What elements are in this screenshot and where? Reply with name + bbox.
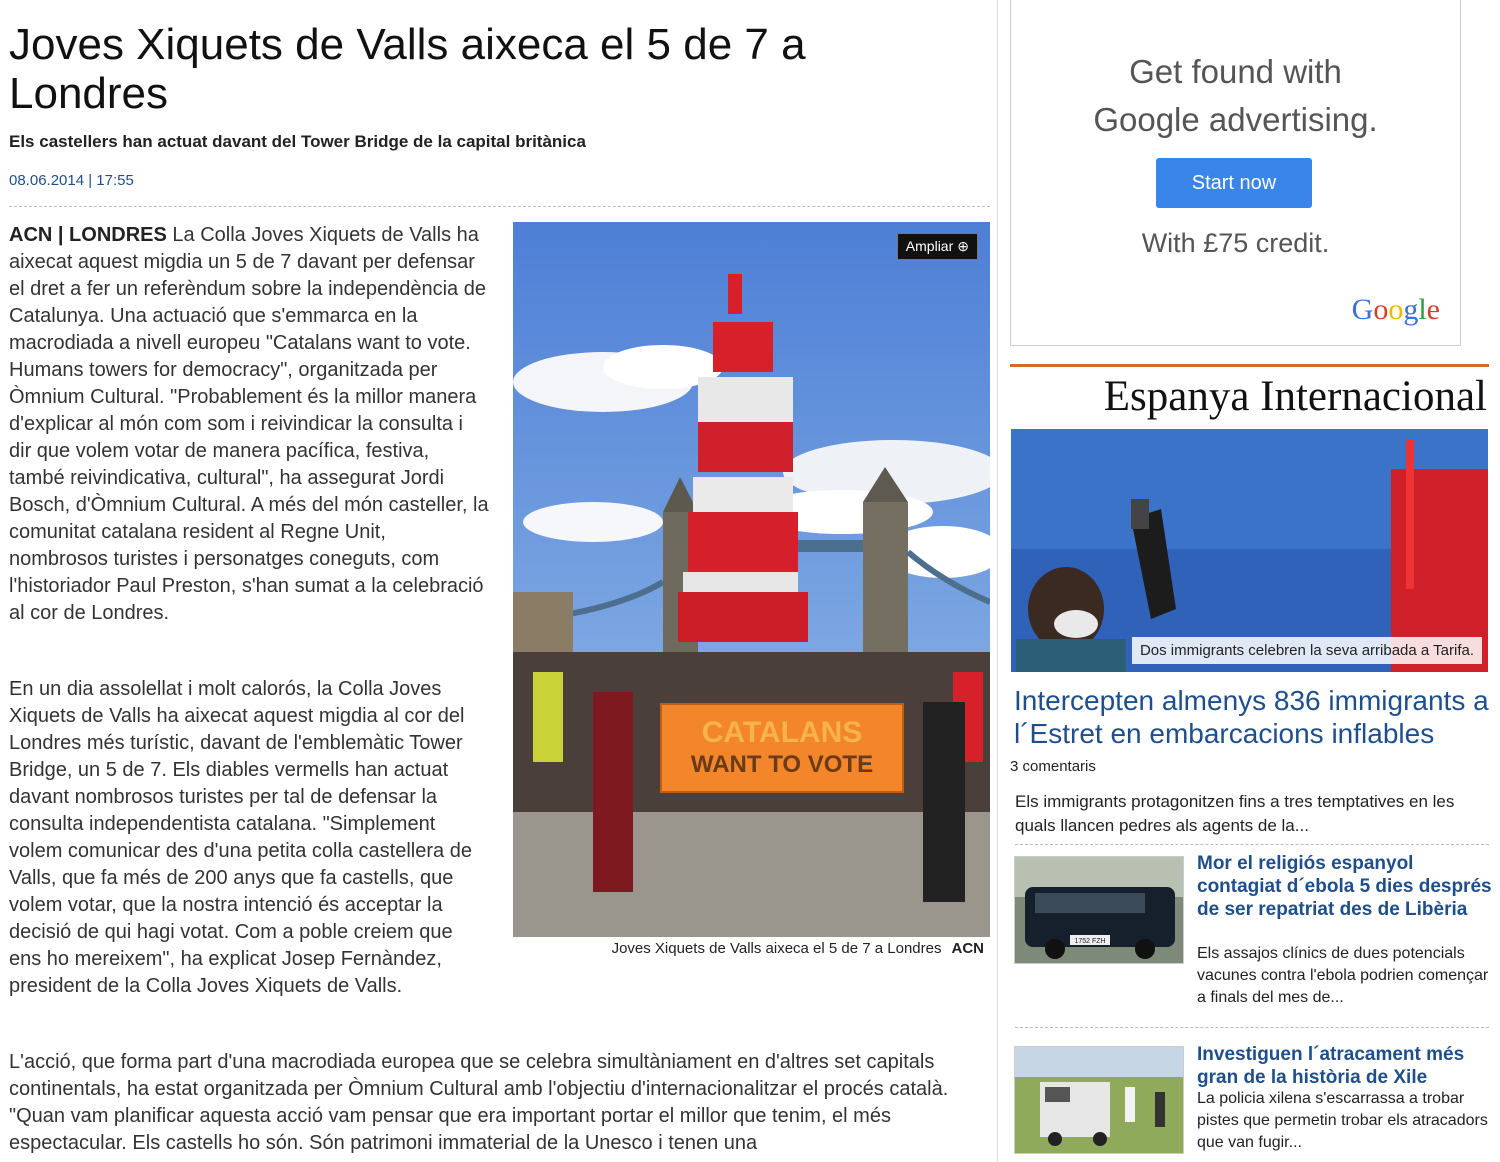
article-lead: ACN | LONDRES [9, 224, 167, 246]
license-plate: 1752 FZH [1074, 938, 1106, 945]
article-photo[interactable] [513, 222, 990, 937]
sidebar-hero-image[interactable] [1011, 429, 1488, 672]
banner-line-2: WANT TO VOTE [690, 751, 874, 778]
logo-letter: o [1388, 293, 1404, 326]
story-title[interactable]: Investiguen l´atracament més gran de la història de Xile [1197, 1044, 1465, 1088]
zoom-button[interactable] [897, 233, 978, 260]
divider [9, 206, 990, 207]
article-paragraph-3: L'acció, que forma part d'una macrodiada europea que se celebra simultàniament en d'altres set capitals continentals, ha estat organitzada per Òmnium Cultural amb l'objectiu d'internacionalitzar el procés català. "Quan vam planificar aquesta acció vam pensar que era important portar el millor que tenim, el més espectacular. Els castells ho són. Són patrimoni immaterial de la Unesco i tenen una [9, 1051, 949, 1154]
hero-caption: Dos immigrants celebren la seva arribada a Tarifa. [1132, 637, 1482, 664]
photo-credit: ACN [951, 940, 984, 957]
photo-caption [513, 940, 984, 957]
banner-line-1: CATALANS [701, 716, 863, 749]
story-text [1197, 943, 1492, 1009]
google-ad[interactable] [1010, 0, 1461, 346]
zoom-label: Ampliar [905, 238, 954, 254]
story-text-content: Els assajos clínics de dues potencials vacunes contra l'ebola podrien començar a finals del mes de... [1197, 945, 1489, 1006]
story-text: La policia xilena s'escarrassa a trobar pistes que permetin trobar els atracadors que van fugir... [1197, 1090, 1488, 1151]
logo-letter: G [1351, 293, 1374, 326]
article-date: 08.06.2014 | 17:55 [9, 172, 134, 189]
zoom-in-icon: ⊕ [957, 238, 969, 254]
story-title[interactable]: Mor el religiós espanyol contagiat d´ebola 5 dies després de ser repatriat des de Libèria [1197, 853, 1492, 920]
ad-start-button[interactable]: Start now [1156, 158, 1312, 208]
castellers-photo [513, 222, 990, 937]
logo-letter: g [1403, 293, 1419, 326]
article-subtitle: Els castellers han actuat davant del Tower Bridge de la capital britànica [9, 132, 586, 151]
logo-letter: o [1373, 293, 1389, 326]
logo-letter: l [1418, 293, 1427, 326]
section-accent-line [1010, 364, 1489, 367]
divider [1015, 1027, 1489, 1028]
section-title[interactable]: Espanya Internacional [1103, 373, 1487, 420]
divider [1015, 844, 1489, 845]
caption-text: Joves Xiquets de Valls aixeca el 5 de 7 a Londres [611, 940, 942, 957]
article-paragraph-1-text: La Colla Joves Xiquets de Valls ha aixecat aquest migdia un 5 de 7 davant per defensar el dret a fer un referèndum sobre la independència de Catalunya. Una actuació que s'emmarca en la macrodiada a nivell europeu "Catalans want to vote. Humans towers for democracy", organitzada per Òmnium Cultural. "Probablement és la millor manera d'explicar al món com som i reivindicar la consulta i dir que volem votar de manera pacífica, festiva, també reivindicativa, cultural", ha assegurat Jordi Bosch, d'Òmnium Cultural. A més del món casteller, la comunitat catalana resident al Regne Unit, nombrosos turistes i personatges coneguts, com l'historiador Paul Preston, s'han sumat a la celebració al cor de Londres. [9, 224, 489, 624]
immigrants-photo [1011, 429, 1488, 672]
story-thumbnail[interactable] [1014, 856, 1184, 964]
article-title: Joves Xiquets de Valls aixeca el 5 de 7 a Londres [9, 20, 806, 118]
ad-credit: With £75 credit. [1141, 228, 1330, 258]
van-photo [1015, 1047, 1183, 1153]
sidebar-summary: Els immigrants protagonitzen fins a tres temptatives en les quals llancen pedres als agents de la... [1015, 792, 1455, 835]
sidebar-headline[interactable]: Intercepten almenys 836 immigrants a l´Estret en embarcacions inflables [1014, 685, 1489, 749]
column-divider [997, 0, 998, 1162]
article-paragraph-1 [9, 222, 489, 627]
ad-headline [1011, 48, 1460, 144]
google-logo [1352, 293, 1440, 327]
hearse-photo [1015, 857, 1183, 963]
ad-line-1: Get found with [1129, 53, 1342, 90]
logo-letter: e [1426, 293, 1440, 326]
comment-count[interactable]: 3 comentaris [1010, 758, 1096, 775]
story-thumbnail[interactable] [1014, 1046, 1184, 1154]
ad-line-2: Google advertising. [1093, 101, 1378, 138]
article-paragraph-2: En un dia assolellat i molt calorós, la Colla Joves Xiquets de Valls ha aixecat aquest migdia al cor del Londres més turístic, davant de l'emblemàtic Tower Bridge, un 5 de 7. Els diables vermells han actuat davant nombrosos turistes per tal de defensar la consulta independentista catalana. "Simplement volem comunicar des d'una petita colla castellera de Valls, que fa més de 200 anys que fa castells, que volem votar, que la nostra intenció és acceptar la decisió de qui hagi votat. Com a poble creiem que ens ho mereixem", ha explicat Josep Fernàndez, president de la Colla Joves Xiquets de Valls. [9, 678, 472, 997]
